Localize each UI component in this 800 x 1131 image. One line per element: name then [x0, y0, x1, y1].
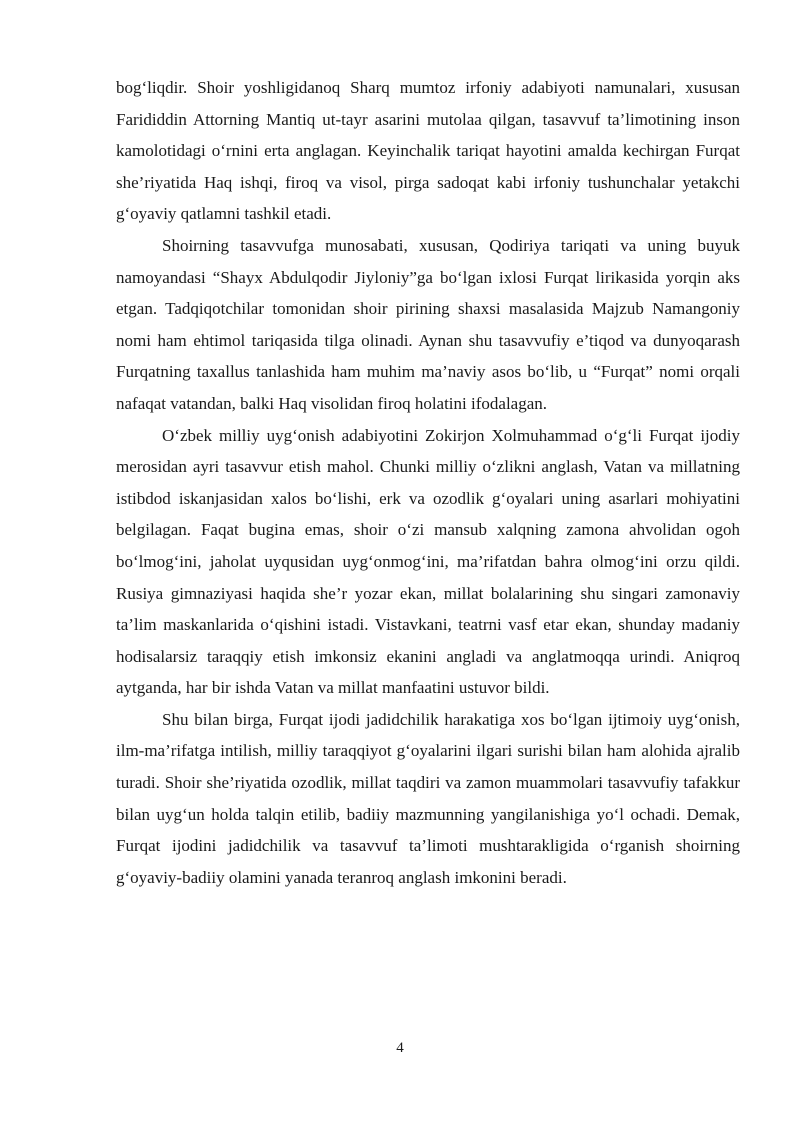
paragraph-jadidchilik: Shu bilan birga, Furqat ijodi jadidchilik harakatiga xos bo‘lgan ijtimoiy uyg‘onish, ilm-ma’rifatga intilish, milliy taraqqiyot g‘oyalarini ilgari surishi bilan ham alohida ajralib turadi. Shoir she’riyatida ozodlik, millat taqdiri va zamon muammolari tasavvufiy tafakkur bilan uyg‘un holda talqin etilib, badiiy mazmunning yangilanishiga yo‘l ochadi. Demak, Furqat ijodini jadidchilik va tasavvuf ta’limoti mushtarakligida o‘rganish shoirning g‘oyaviy-badiiy olamini yanada teranroq anglash imkonini beradi. — [116, 709, 740, 887]
paragraph-continuation: bog‘liqdir. Shoir yoshligidanoq Sharq mumtoz irfoniy adabiyoti namunalari, xususan Farididdin Attorning Mantiq ut-tayr asarini mutolaa qilgan, tasavvuf ta’limotining inson kamolotidagi o‘rnini erta anglagan. Keyinchalik tariqat hayotini amalda kechirgan Furqat she’riyatida Haq ishqi, firoq va visol, pirga sadoqat kabi irfoniy tushunchalar yetakchi g‘oyaviy qatlamni tashkil etadi. — [116, 78, 740, 224]
page-number: 4 — [396, 1040, 404, 1056]
paragraph-tasavvuf: Shoirning tasavvufga munosabati, xususan, Qodiriya tariqati va uning buyuk namoyandasi “Shayx Abdulqodir Jiyloniy”ga bo‘lgan ixlosi Furqat lirikasida yorqin aks etgan. Tadqiqotchilar tomonidan shoir pirining shaxsi masalasida Majzub Namangoniy nomi ham ehtimol tariqasida tilga olinadi. Aynan shu tasavvufiy e’tiqod va dunyoqarash Furqatning taxallus tanlashida ham muhim ma’naviy asos bo‘lib, u “Furqat” nomi orqali nafaqat vatandan, balki Haq visolidan firoq holatini ifodalagan. — [116, 235, 740, 413]
body-text — [116, 72, 740, 893]
paragraph-uygonish: O‘zbek milliy uyg‘onish adabiyotini Zokirjon Xolmuhammad o‘g‘li Furqat ijodiy merosidan ayri tasavvur etish mahol. Chunki milliy o‘zlikni anglash, Vatan va millatning istibdod iskanjasidan xalos bo‘lishi, erk va ozodlik g‘oyalari uning asarlari mohiyatini belgilagan. Faqat bugina emas, shoir o‘zi mansub xalqning zamona ahvolidan ogoh bo‘lmog‘ini, jaholat uyqusidan uyg‘onmog‘ini, ma’rifatdan bahra olmog‘ini orzu qildi. Rusiya gimnaziyasi haqida she’r yozar ekan, millat bolalarining shu singari zamonaviy ta’lim maskanlarida o‘qishini istadi. Vistavkani, teatrni vasf etar ekan, shunday madaniy hodisalarsiz taraqqiy etish imkonsiz ekanini angladi va anglatmoqqa urindi. Aniqroq aytganda, har bir ishda Vatan va millat manfaatini ustuvor bildi. — [116, 425, 740, 698]
